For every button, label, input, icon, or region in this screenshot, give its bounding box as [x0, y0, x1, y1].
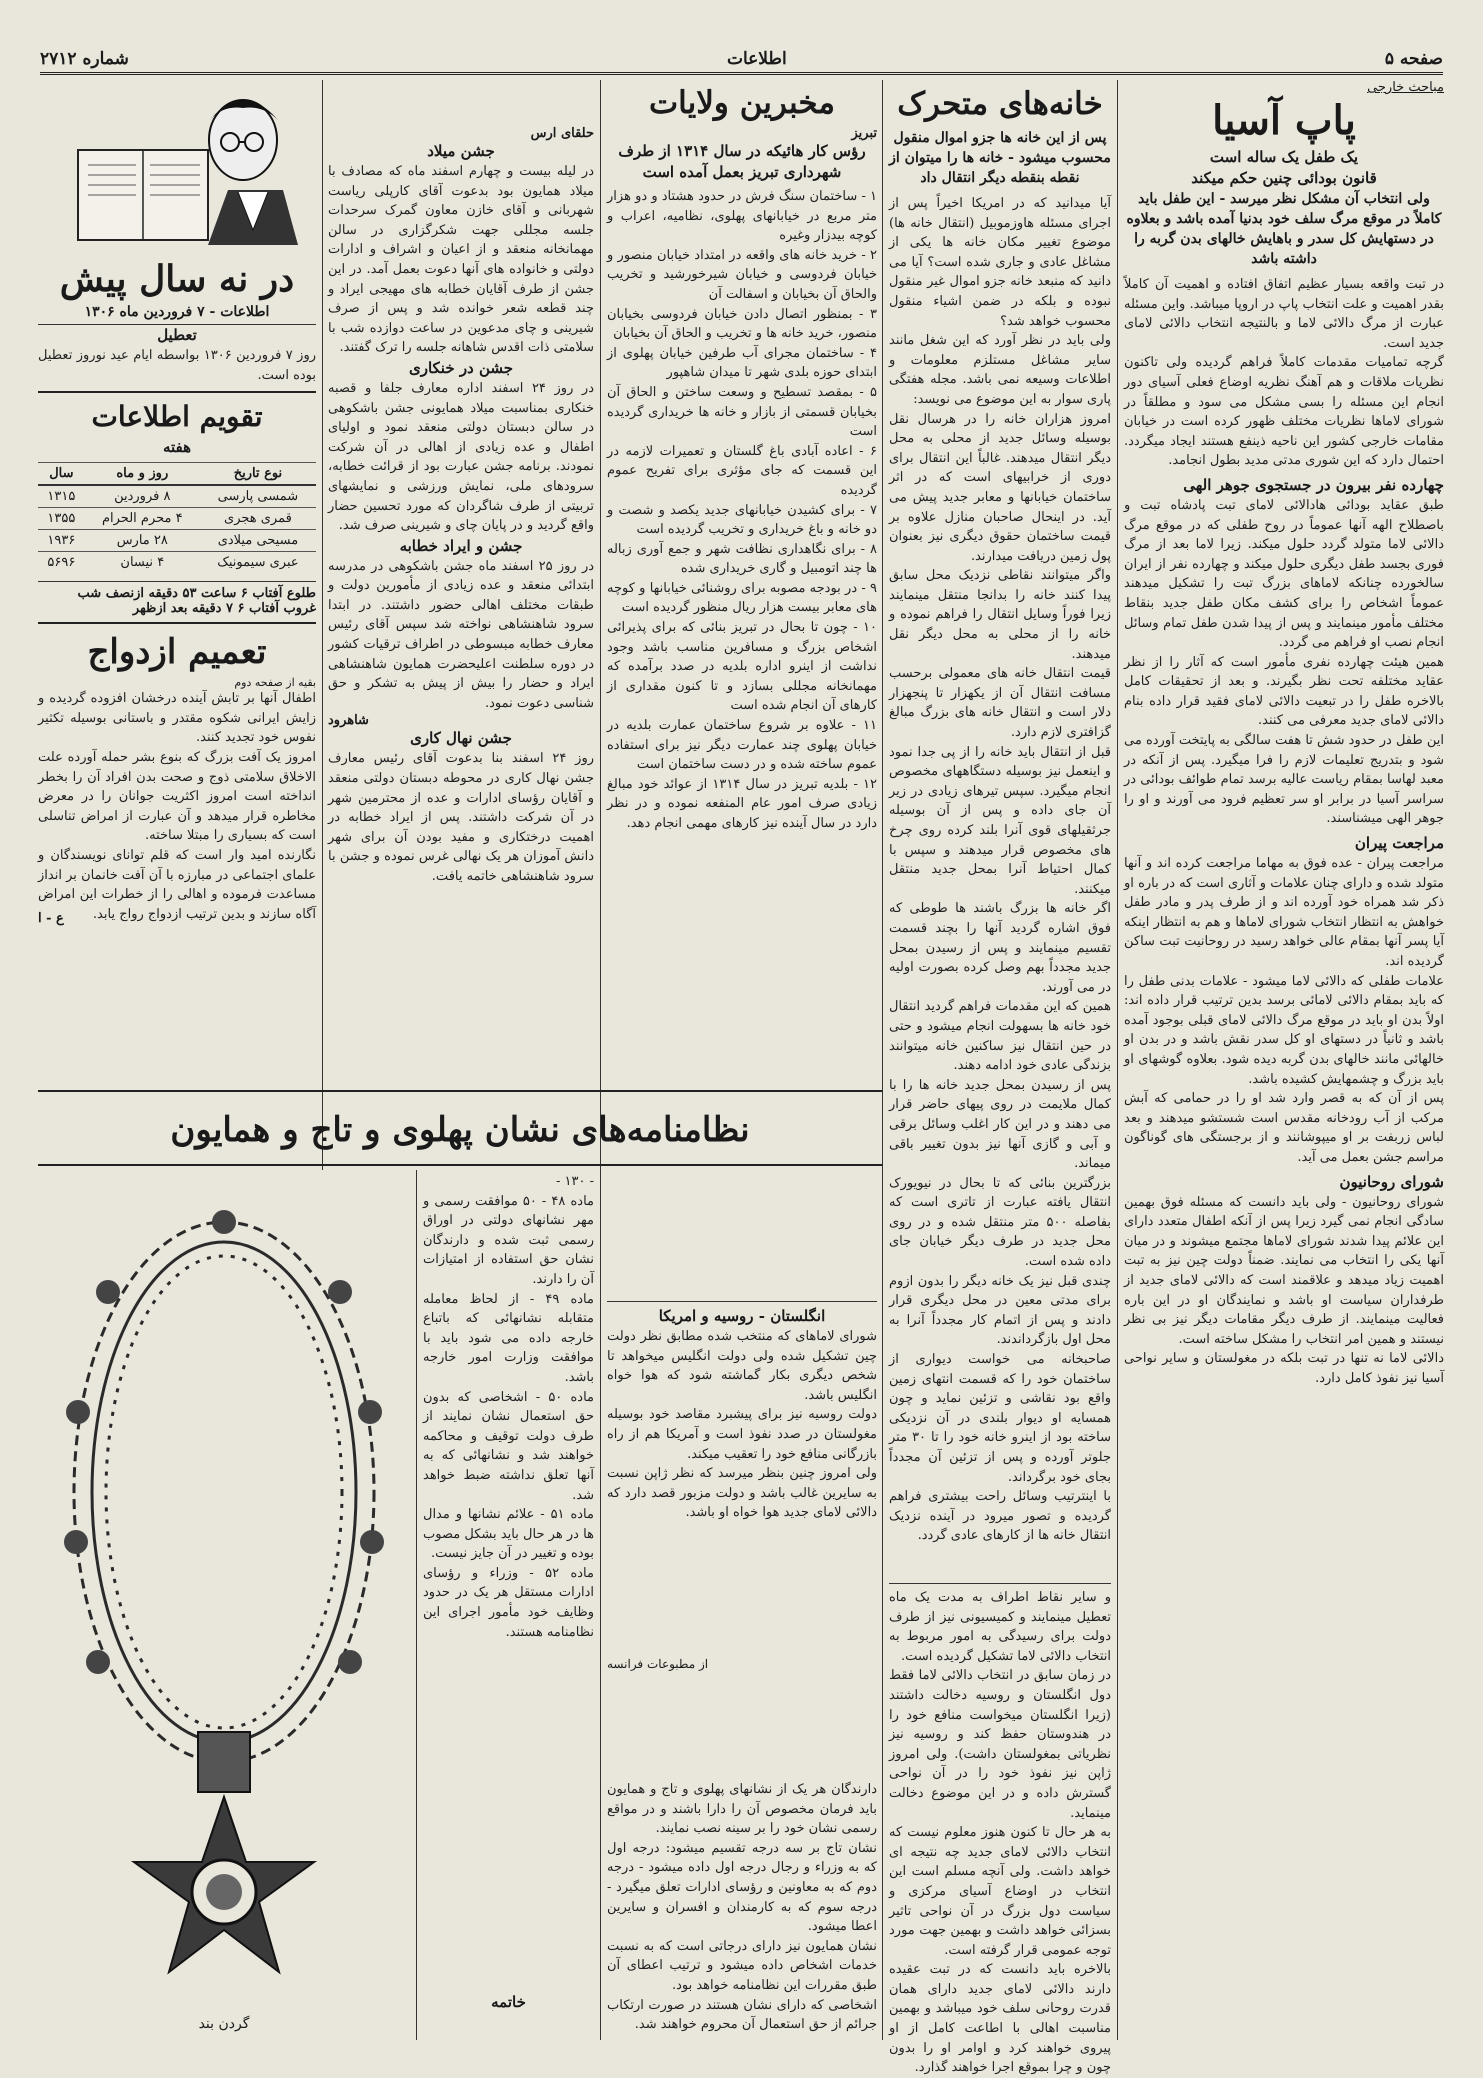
- dateline: تبریز: [851, 126, 877, 141]
- table-header: نوع تاریخ: [200, 463, 316, 486]
- article-celebrations: [323, 80, 595, 1165]
- closing-label: خاتمه: [491, 1993, 526, 2011]
- article-body: آیا میدانید که در امریکا اخیراً پس از اجرای مسئله هاوزموبیل (انتقال خانه ها) موضوع تغییر مکان خانه ها یکی از مشاغل عادی و جاری شده است؟ آیا می دانید که منبعد خانه جزو اموال غیر منقول نبوده و بلکه در ضمن اشیاء منقول محسوب خواهد شد؟ ولی باید در نظر آورد که این شغل مانند سایر مشاغل مستلزم معلومات و اطلاعات وسیعه نمی باشد. مجله هفتگی پاری سوار به این موضوع می نویسد: امروز هزاران خانه را در هرسال نقل بوسیله وسائل جدید از محلی به محل دیگر انتقال میدهند. غالباً این انتقال برای دوری از خرابیهای است که در اثر ساختمان خیابانها و معابر جدید پیش می آید. در اینحال صاحبان منازل علاوه بر قیمت ساختمان حقوق دیگری نیز بعنوان پول زمین دریافت میدارند. واگر میتوانند نقاطی نزدیک محل سابق پیدا کنند خانه را بدانجا منتقل مینمایند زیرا فوراً وسایل انتقال را فراهم نموده و خانه را از محلی به محل دیگر نقل میدهند. قیمت انتقال خانه های معمولی برحسب مسافت انتقال آن از یکهزار تا پنجهزار دلار است و انتقال خانه های بزرگ مبالغ گزافتری لازم دارد. قبل از انتقال باید خانه را از پی جدا نمود و اینعمل نیز بوسیله دستگاههای مخصوص انجام میگیرد. سپس تیرهای زیادی در زیر آن جای داده و پس از آن بوسیله جرثقیلهای قوی آنرا بلند کرده روی چرخ های مخصوص قرار میدهند و سپس با کمال احتیاط آنرا بمحل جدید منتقل میکنند. اگر خانه ها بزرگ باشند ها طوطی که فوق اشاره گردید آنها را بچند قسمت تقسیم مینمایند و پس از رسیدن بمحل جدید مجدداً بهم وصل کرده بصورت اولیه در می آورند. همین که این مقدمات فراهم گردید انتقال خود خانه ها بسهولت انجام میشود و حتی در حین انتقال نیز ساکنین خانه میتوانند بزندگی عادی خود ادامه دهند. پس از رسیدن بمحل جدید خانه ها را با کمال ملایمت در روی پیهای حاضر قرار می دهند و در این کار اغلب وسائل برقی و آبی و گازی آنها نیز بدون تغییر باقی میماند. بزرگترین بنائی که تا بحال در نیویورک انتقال یافته عبارت از تاتری است که بفاصله ۵۰۰ متر منتقل شده و در روی محل جدید در طرف دیگر خیابان جای داده شده است. چندی قبل نیز یک خانه دیگر را بدون ازوم برای مدتی معین در محل دیگری قرار دادند و پس از اتمام کار مجدداً آنرا به محل اول بازگرداندند. صاحبخانه می خواست دیواری از ساختمان خود را که قسمت انتهای زمین واقع بود نقاشی و تزئین نماید و چون همسایه او دیوار بلندی در آن نزدیکی ساخته بود از اینرو خانه خود را تا ۳۰ متر جلوتر آورده و پس از تزئین آن مجدداً بجای خود برگرداند. با اینترتیب وسائل راحت بیشتری فراهم گردیده و تصور میرود در آینده نزدیک انتقال خانه ها از کارهای عادی گردد.: [889, 196, 1112, 1544]
- column-divider: [322, 80, 323, 1170]
- source-line: اطلاعات - ۷ فروردین ماه ۱۳۰۶: [38, 304, 316, 325]
- article-subtitle: یک طفل یک ساله است: [1209, 148, 1359, 166]
- table-cell: ۸ فروردین: [85, 485, 200, 508]
- article-body: روز ۷ فروردین ۱۳۰۶ بواسطه ایام عید نوروز تعطیل بوده است.: [33, 348, 317, 383]
- table-cell: ۱۹۳۶: [38, 530, 85, 552]
- article-subheading: انگلستان - روسیه و امریکا: [658, 1307, 826, 1325]
- article-subheading: جشن نهال کاری: [410, 729, 512, 748]
- calendar-table: [38, 462, 316, 573]
- source-note: از مطبوعات فرانسه: [607, 1657, 709, 1671]
- article-body: دارندگان هر یک از نشانهای پهلوی و تاج و همایون باید فرمان مخصوص آن را دارا باشند و در مواقع رسمی نشان خود را بر سینه نصب نمایند. نشان تاج بر سه درجه تقسیم میشود: درجه اول که به وزراء و رجال درجه اول داده میشود - درجه دوم که به معاونین و رؤسای ادارات تعلق میگیرد - درجه سوم که به کارمندان و افسران و سایرین اعطا میشود. نشان همایون نیز دارای درجاتی است که به نسبت خدمات اشخاص داده میشود و ترتیب اعطای آن طبق مقررات این نظامنامه خواهد بود. اشخاصی که دارای نشان هستند در صورت ارتکاب جرائم از حق استعمال آن محروم خواهند شد.: [607, 1782, 877, 2033]
- column-divider: [600, 1170, 601, 2040]
- article-subtitle: قانون بودائی چنین حکم میکند: [1191, 169, 1377, 187]
- article-body: اطفال آنها بر تابش آینده درخشان افزوده گردیده و زایش ایرانی شکوه مقتدر و باستانی بوسیله تکثیر نفوس خود تجدید کنند. امروز یک آفت بزرگ که بنوع بشر حمله آورده علت الاخلاق سلامتی ذوج و صحت بدن افراد آن را بخطر انداخته است امروز اکثریت جوانان را در معرض مخاطره قرار میدهد و آن عبارت از امراض تناسلی است که بسیاری را مبتلا ساخته. نگارنده امید وار است که قلم توانای نویسندگان و علمای اجتماعی در مبارزه با آن آفت خانمان بر انداز مساعدت فرموده و اهالی را از خطرات این امراض آگاه سازند و بدین ترتیب ازدواج رواج یابد.: [38, 691, 316, 922]
- column-divider: [600, 80, 601, 1170]
- calendar-title: تقویم اطلاعات: [91, 400, 263, 434]
- divider: [607, 1301, 877, 1302]
- table-cell: ۵۶۹۶: [38, 552, 85, 574]
- table-row: [38, 530, 316, 552]
- table-cell: عبری سیمونیک: [200, 552, 316, 574]
- article-subheading: جشن در خنکاری: [408, 358, 514, 377]
- article-body: طبق عقاید بودائی هادالائی لامای تبت پادشاه تبت و باصطلاح الهه آنها عموماً در روح طفلی که در موقع مرگ دالائی لاما متولد گردد حلول میکند. زیرا لاما بعد از مرگ فوری بجسد طفل دیگری حلول میکند و چهارده نفر از ایران سالخورده چنانکه لاماهای بزرگ تبت را تشکیل میدهند عموماً اشخاص را برای کشف مکان طفل جدید بنقاط مختلف مأمور مینمایند و پس از پیدا شدن طفل تمام وسائل انجام نصب او فراهم می گردد. همین هیئت چهارده نفری مأمور است که آثار را از نظر عقاید مختلفه تحت نظر بگیرند. و بعد از تحقیقات کامل بالاخره طفل را در تبعیت دالائی لامای فقید قرار داده بنام دالائی لامای جدید معرفی می کنند. این طفل در حدود شش تا هفت سالگی به پایتخت آورده می شود و بتدریج تعلیمات لازم را فرا میگیرد. پس از آنکه در معبد لهاسا بمقام ریاست عالیه برسد تمام طوائف بودائی در سراسر آسیا در برابر او سر تعظیم فرود می آورند و او را جوهر الهی میشناسند.: [1124, 497, 1444, 827]
- regulations-text: [423, 1172, 594, 2040]
- table-cell: شمسی پارسی: [200, 485, 316, 508]
- article-title: خانه‌های متحرک: [897, 86, 1103, 122]
- column-divider: [882, 80, 883, 2040]
- dateline: شاهرود: [328, 713, 369, 729]
- article-subheading: مراجعت پیران: [1354, 834, 1444, 853]
- table-header: روز و ماه: [85, 463, 200, 486]
- article-subheading: جشن و ایراد خطابه: [399, 536, 523, 555]
- sunrise-time: طلوع آفتاب ۶ ساعت ۵۳ دقیقه ازنصف شب: [38, 581, 316, 601]
- masthead: [40, 46, 1443, 75]
- divider: [38, 1090, 882, 1092]
- column-divider: [1117, 80, 1118, 2040]
- medal-caption: گردن بند: [198, 2016, 250, 2032]
- column-divider: [416, 1170, 417, 2040]
- left-sidebar: [33, 80, 317, 1170]
- medal-collar-illustration: [38, 1172, 410, 2012]
- regulations-text-continued: [607, 1780, 877, 2038]
- article-body: شورای روحانیون - ولی باید دانست که مسئله فوق بهمین سادگی انجام نمی گیرد زیرا پس از آنکه اطفال متعدد دارای این علائم پیدا شدند شورای لاماها مجتمع میشوند و در میان آنها یکی را انتخاب می نمایند. ضمناً دولت چین نیز به تبت اهمیت زیاد میدهد و علاقمند است که دالائی لامای جدید از طرفداران سیاست او باشد و نمایندگان او در این باره فعالیت مینمایند. از طرف دیگر مقامات دیگر نیز بی نظر نیستند و همین امر انتخاب را مشکل ساخته است. دالائی لاما نه تنها در تبت بلکه در مغولستان و سایر نواحی آسیا نیز نفوذ کامل دارد.: [1124, 1194, 1444, 1386]
- dateline: حلقای ارس: [530, 126, 594, 141]
- sunset-time: غروب آفتاب ۶ ۷ دقیقه بعد ازظهر: [132, 601, 316, 617]
- article-subheading: تعطیل: [157, 326, 197, 344]
- section-title: مخبرین ولایات: [649, 85, 835, 121]
- article-subheading: چهارده نفر بیرون در جستجوی جوهر الهی: [1183, 475, 1444, 494]
- article-subtitle: ولی انتخاب آن مشکل نظر میرسد - این طفل باید کاملاً در موقع مرگ سلف خود بدنیا آمده باشد و بعلاوه در دستهایش کل سدر و باهایش خالهای بدن گربه را داشته باشد: [1126, 191, 1442, 267]
- article-body: روز ۲۴ اسفند بنا بدعوت آقای رئیس معارف جشن نهال کاری در محوطه دبستان دولتی منعقد و آقایان رؤسای ادارات و عده از محترمین شهر در آن شرکت داشتند. پس از ایراد خطابه در اهمیت درختکاری و مفید بودن آن برای شهر دانش آموزان هر یک نهالی غرس نموده و جشن با سرود شاهنشاهی خاتمه یافت.: [323, 751, 594, 884]
- article-body: - ۱۳۰ - ماده ۴۸ - ۵۰ موافقت رسمی و مهر نشانهای دولتی در اوراق رسمی ثبت شده و دارندگان نشان حق استفاده از امتیازات آن را دارند. ماده ۴۹ - از لحاظ معامله متقابله نشانهائی که باتباع خارجه داده می شود باید با موافقت وزارت امور خارجه باشد. ماده ۵۰ - اشخاصی که بدون حق استعمال نشان نمایند از طرف دولت توقیف و محاکمه خواهند شد و نشانهائی که به آنها تعلق نداشته ضبط خواهد شد. ماده ۵۱ - علائم نشانها و مدال ها در هر حال باید بشکل مصوب بوده و تغییر در آن جایز نیست. ماده ۵۲ - وزراء و رؤسای ادارات مستقل هر یک در حدود وظایف خود مأمور اجرای این نظامنامه هستند.: [423, 1174, 594, 1640]
- article-papal-asia: [1124, 80, 1444, 2040]
- continuation-note: بقیه از صفحه دوم: [234, 676, 316, 690]
- article-body: در روز ۲۴ اسفند اداره معارف جلفا و قصبه خنکاری بمناسبت میلاد همایونی جشن باشکوهی در سالن دبستان دولتی منعقد نمود و اولیای اطفال و عده زیادی از اهالی در آن شرکت نمودند. برنامه جشن عبارت بود از قرائت خطابه، سرودهای ملی، نمایش ورزشی و نمایشهای تربیتی از طرف شاگردان که مورد تحسین حضار واقع گردید و در پایان چای و شیرینی صرف شد.: [323, 380, 594, 534]
- article-body: و سایر نقاط اطراف به مدت یک ماه تعطیل مینمایند و کمیسیونی نیز از طرف دولت برای رسیدگی به امور مربوط به انتخاب دالائی لاما تشکیل گردیده است. در زمان سابق در انتخاب دالائی لاما فقط دول انگلستان و روسیه دخالت داشتند (زیرا انگلستان میخواست منافع خود را در هندوستان حفظ کند و روسیه نیز نظریاتی بمغولستان داشت). ولی امروز ژاپن نیز نفوذ خود را در آن نواحی گسترش داده و در این موضوع دخالت مینماید. به هر حال تا کنون هنوز معلوم نیست که انتخاب دالائی لامای جدید چه نتیجه ای خواهد داشت. ولی آنچه مسلم است این انتخاب در اوضاع آسیای مرکزی و سیاست دول بزرگ در آن نواحی تاثیر بسزائی خواهد داشت و بهمین جهت مورد توجه عمومی قرار گرفته است. بالاخره باید دانست که در تبت عقیده دارند دالائی لامای جدید دارای همان قدرت روحانی سلف خود میباشد و بهمین مناسبت اهالی با اطاعت کامل از او پیروی خواهند کرد و اوامر او را بدون چون و چرا بموقع اجرا خواهند گذارد.: [889, 1590, 1111, 2076]
- regulations-banner: نظامنامه‌های نشان پهلوی و تاج و همایون: [38, 1096, 882, 1166]
- article-moving-houses: [889, 80, 1112, 2076]
- calendar-subtitle: هفته: [162, 438, 192, 457]
- article-body: ۱ - ساختمان سنگ فرش در حدود هشتاد و دو هزار متر مربع در خیابانهای پهلوی، نظامیه، اعراب و کوچه بیدزار وغیره ۲ - خرید خانه های واقعه در امتداد خیابان منصور و خیابان فردوسی و خیابان شیرخورشید و تخریب والحاق آن بخیابان و اسفالت آن ۳ - بمنظور اتصال دادن خیابان فردوسی بخیابان منصور، خرید خانه ها و تخریب و الحاق آن بخیابان ۴ - ساختمان مجرای آب طرفین خیابان پهلوی از ابتدای حوزه بلدی شهر تا میدان شاهپور ۵ - بمقصد تسطیح و وسعت ساختن و الحاق آن بخیابان قسمتی از بازار و خانه ها خریداری گردیده است ۶ - اعاده آبادی باغ گلستان و تعمیرات لازمه در این قسمت که جای مؤثری برای تفریح عموم گردیده ۷ - برای کشیدن خیابانهای جدید یکصد و شصت و دو خانه و باغ خریداری و تخریب گردیده است ۸ - برای نگاهداری نظافت شهر و جمع آوری زباله ها چند اتومبیل و گاری خریداری شده ۹ - در بودجه مصوبه برای روشنائی خیابانها و کوچه های معابر بیست هزار ریال منظور گردیده است ۱۰ - چون تا بحال در تبریز بنائی که برای پذیرائی اشخاص بزرگ و مسافرین مناسب باشد وجود نداشت از اینرو اداره بلدیه در صدد برآمده که مهمانخانه مجللی بسازد و تا کنون مقداری از کارهای آن انجام شده است ۱۱ - علاوه بر شروع ساختمان عمارت بلدیه در خیابان پهلوی چند عمارت دیگر نیز برای استفاده عموم ساخته شده و در دست ساختمان است ۱۲ - بلدیه تبریز در سال ۱۳۱۴ از عوائد خود مبالغ زیادی صرف امور عام المنفعه نموده و در نظر دارد در سال آینده نیز کارهای مهمی انجام دهد.: [607, 189, 878, 831]
- article-title: تعمیم ازدواج: [87, 632, 267, 673]
- table-row: [38, 508, 316, 530]
- table-header: سال: [38, 463, 85, 486]
- medal-figure: [38, 1172, 410, 2042]
- section-kicker: مباحث خارجی: [1367, 80, 1444, 95]
- table-row: [38, 485, 316, 508]
- table-cell: ۴ نیسان: [85, 552, 200, 574]
- table-row: [38, 552, 316, 574]
- table-cell: مسیحی میلادی: [200, 530, 316, 552]
- article-provinces: [607, 80, 877, 2040]
- article-title: پاپ آسیا: [1212, 97, 1356, 144]
- author-signature: ع - ا: [38, 911, 64, 927]
- reader-illustration: [38, 80, 316, 250]
- divider: [889, 1583, 1111, 1584]
- article-subtitle: رؤس کار هائیکه در سال ۱۳۱۴ از طرف شهرداری تبریز بعمل آمده است: [618, 142, 866, 181]
- article-subheading: جشن میلاد: [427, 142, 495, 160]
- article-subheading: شورای روحانیون: [1339, 1172, 1444, 1191]
- newspaper-name: اطلاعات: [726, 49, 787, 69]
- section-title: در نه سال پیش: [59, 258, 295, 300]
- article-body: شورای لاماهای که منتخب شده مطابق نظر دولت چین تشکیل شده ولی دولت انگلیس میخواهد تا شخص دیگری بکار گماشته شود که هوا خواه انگلیس باشد. دولت روسیه نیز برای پیشبرد مقاصد خود بوسیله مغولستان در صدد نفوذ است و آمریکا هم از راه بازرگانی منافع خود را تعقیب میکند. ولی امروز چنین بنظر میرسد که نظر ژاپن نسبت به سایرین غالب باشد و دولت مزبور قصد دارد که دالائی لامای جدید هوا خواه او باشد.: [607, 1329, 877, 1521]
- article-body: در تبت واقعه بسیار عظیم اتفاق افتاده و اهمیت آن کاملاً بقدر اهمیت و علت انتخاب پاپ در اروپا میباشد. واین مسئله عبارت از مرگ دالائی لاما و بالنتیجه انتخاب دالائی لامای جدید است. گرچه تمامیات مقدمات کاملاً فراهم گردیده ولی تاکنون نظریات ملاقات و هم آهنگ نظریه اوضاع فعلی آسیای دور انجام این مسئله را بسی مشکل می سود و مطلقاً در شورای لاماها نظریات مختلف ظهور کرده است در خیابان مقامات خارجی کشور این ناحیه ذینفع هستند ایجاد میگردد. احتمال دارد که این شوری مدتی مدید بطول انجامد.: [1124, 277, 1444, 469]
- table-cell: ۱۳۱۵: [38, 485, 85, 508]
- article-subtitle: پس از این خانه ها جزو اموال منقول محسوب میشود - خانه ها را میتوان از نقطه بنقطه دیگر انتقال داد: [889, 130, 1111, 186]
- table-cell: ۴ محرم الحرام: [85, 508, 200, 530]
- issue-number: شماره ۲۷۱۲: [40, 49, 129, 69]
- table-cell: ۱۳۵۵: [38, 508, 85, 530]
- page-number: صفحه ۵: [1384, 49, 1443, 69]
- article-body: در لیله بیست و چهارم اسفند ماه که مصادف با میلاد همایون بود بدعوت آقای کارپلی ریاست شهربانی و آقای خازن معاون گمرک سرحدات جلسه مجللی جهت شکرگزاری در سالن مهمانخانه منعقد و از اعیان و اشراف و ادارات دولتی و خانواده های آنها دعوت بعمل آمد. در این جشن از طرف آقایان خطابه های مهیجی ایراد و چند قطعه شعر خوانده شد و پس از صرف شیرینی و چای مدعوین در ساعت دوازده شب با سلامتی ذات اقدس شاهانه جلسه را ترک گفتند.: [323, 164, 594, 356]
- article-body: در روز ۲۵ اسفند ماه جشن باشکوهی در مدرسه ابتدائی منعقد و عده زیادی از مأمورین دولت و طبقات مختلف اهالی حضور داشتند. در ابتدا سرود شاهنشاهی نواخته شد سپس آقای رئیس معارف خطابه مبسوطی در اطراف ترقیات کشور در دوره سلطنت اعلیحضرت همایون شاهنشاهی ایراد و حضار را بیش از پیش به تشکر و حق شناسی دعوت نمود.: [323, 558, 595, 711]
- article-body: مراجعت پیران - عده فوق به مهاما مراجعت کرده اند و آنها متولد شده و دارای چنان علامات و آثاری است که در باره او ذکر شد همراه خود آورده اند و از طرف پدر و مادر طفل خواهش به انتظار انتخاب شورای لاماها و هم به انتظار اینکه آیا پسر آنها بمقام عالی خواهد رسید در روحانیت تبت ساکن گردیده اند. علامات طفلی که دالائی لاما میشود - علامات بدنی طفل را که باید بمقام دالائی لامائی برسد بدین ترتیب قرار داده اند: اولاً بدن او باید در موقع مرگ دالائی لامای قبلی بوجود آمده باشد و ثانیاً در دستهای او کل سدر نقش باشد و در بدن او خالهائی مانند خالهای بدن گربه دیده شود. بعلاوه گوشهای او باید بزرگ و چشمهایش کشیده باشد. پس از آن که به قصر وارد شد او را در حمامی که آبش مرکب از آب رودخانه مقدس است شستشو میدهند و بعد لباس زربفت بر او میپوشانند و از برجستگی های گوناگون مراسم جشن بعمل می آید.: [1124, 856, 1444, 1165]
- divider: [38, 391, 316, 393]
- table-cell: ۲۸ مارس: [85, 530, 200, 552]
- divider: [38, 622, 316, 624]
- table-cell: قمری هجری: [200, 508, 316, 530]
